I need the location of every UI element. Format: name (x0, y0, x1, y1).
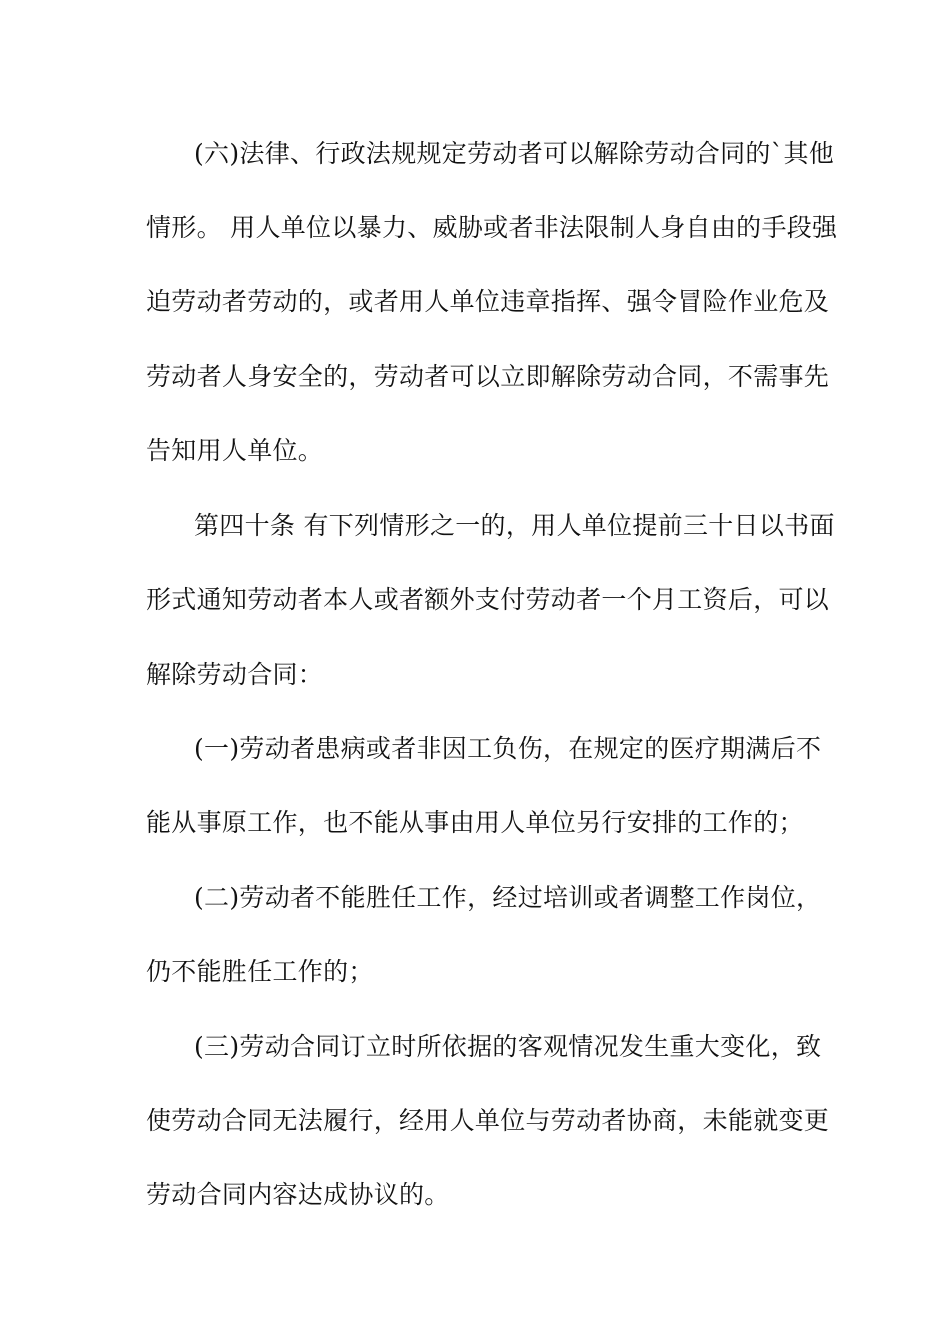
paragraph-line: (二)劳动者不能胜任工作，经过培训或者调整工作岗位， (194, 883, 822, 912)
paragraph-line: 情形。 用人单位以暴力、威胁或者非法限制人身自由的手段强 (146, 213, 838, 242)
paragraph-line: (六)法律、行政法规规定劳动者可以解除劳动合同的`其他 (194, 139, 835, 168)
paragraph-line: 能从事原工作，也不能从事由用人单位另行安排的工作的； (146, 808, 804, 837)
paragraph-line: (一)劳动者患病或者非因工负伤，在规定的医疗期满后不 (194, 734, 822, 763)
paragraph-line: 形式通知劳动者本人或者额外支付劳动者一个月工资后，可以 (146, 585, 830, 614)
paragraph-line: 告知用人单位。 (146, 436, 324, 465)
paragraph-line: (三)劳动合同订立时所依据的客观情况发生重大变化，致 (194, 1032, 822, 1061)
paragraph-line: 劳动者人身安全的，劳动者可以立即解除劳动合同，不需事先 (146, 362, 830, 391)
paragraph-line: 使劳动合同无法履行，经用人单位与劳动者协商，未能就变更 (146, 1106, 830, 1135)
paragraph-line: 迫劳动者劳动的，或者用人单位违章指挥、强令冒险作业危及 (146, 287, 830, 316)
paragraph-line: 仍不能胜任工作的； (146, 957, 374, 986)
paragraph-line: 第四十条 有下列情形之一的，用人单位提前三十日以书面 (194, 511, 835, 540)
paragraph-line: 解除劳动合同： (146, 660, 324, 689)
paragraph-line: 劳动合同内容达成协议的。 (146, 1180, 450, 1209)
